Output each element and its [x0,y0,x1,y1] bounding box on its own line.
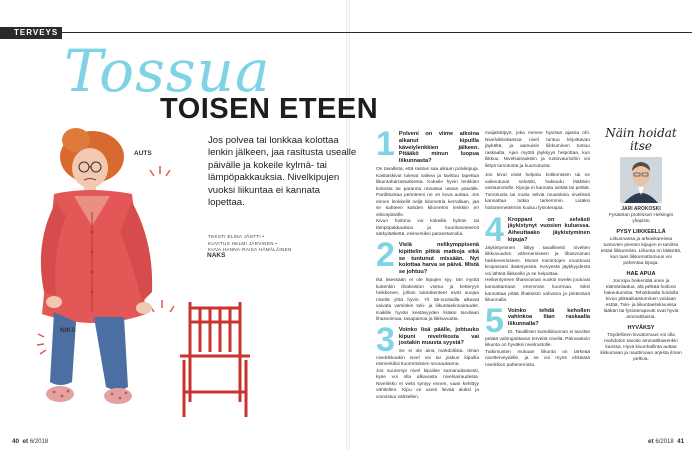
question-block [376,125,479,239]
right-magazine-name: et [648,438,654,445]
question-block [485,210,590,305]
question-block [485,301,590,370]
sidebar-section [600,229,682,267]
question-answer: Et. Tavallisen kuntoliikunnan ei tarvitse pelätä vahingoittavan terveitä niveliä. Päinvastoin liikunta on hyväksi nivelrustolle. [485,330,590,349]
sidebar-section-text: Jos kipu heikentää unen ja elämänlaatua, älä pelkää hoitoon hakeutumista. Tehokkaalla hoidolla kivun pitkäaikaistuminen voidaan estää. Tuki- ja liikuntaelinkivuissa lääkäri tai fysioterapeutti ovat hyviä ammattilaisia. [603,279,679,320]
expert-sidebar [600,127,682,363]
left-folio [12,438,48,445]
question-heading: Voinko lisä päälle, johtuuko kipuni nivelrikosta vai jostakin muusta syystä? [398,326,479,347]
left-magazine-name: et [22,438,29,445]
right-folio [648,438,684,445]
question-answer: Ikä itsessään ei ole kipujen syy. Iän myötä kuitenkin lihaksiston voima ja ketteryys heikkenee, jolloin tukirakenteet eivät suojaa niveliä yhtä hyvin. Yli 55-vuotiailla alkavat vaivata varsinkin tuki- ja liikuntaelinsairaudet. Kaikille hyvän kestävyyden lisäksi tarvitaan lihasvoimaa, tasapainoa ja liikkuvuutta. [376,277,479,323]
question-number: 3 [376,320,395,359]
page-gutter [346,0,350,450]
question-answer: Se ei ole aina mahdollista. Ilman nivelrikkoakin nivel voi tai joskus kipuilla esimerkiksi kuormituksen seurauksena. [376,349,479,368]
sidebar-section-heading: PYSY LIIKKEELLÄ [616,229,666,235]
body-paragraph: Jos kivut eivät helpotu kotikonstein tai ne vaikeutuvat selvästi, hakeudu lääkärin vastaanotolle. Kipuja ei kannata sietää tai pelätä. Turvotusta tai muita selviä muutoksia nivelissä kannattaa tutkia tarkemmin. Lisäksi hoitomenetelmiin kuuluu fysioterapia. [485,173,590,212]
section-tag: TERVEYS [0,27,62,39]
title-script: Tossua [64,37,271,105]
expert-caption [600,206,682,225]
credits-line: TEKSTI ELINA JÄNTTI • [208,234,265,239]
expert-name: JARI AROKOSKI [621,206,661,212]
lead-paragraph: Jos polvea tai lonkkaa kolottaa lenkin jälkeen, jaa rasitusta usealle päivälle ja kokeile kylmä- tai lämpöpakkauksia. Nivelkipujen vuoksi liikuntaa ei kannata lopettaa. [208,135,357,209]
article-column-1 [376,125,479,405]
sidebar-heading: Näin hoidat itse [605,126,677,153]
question-heading: Vielä nelikymppisenä kipittelin pitkiä matkoja eikä se tuntunut missään. Nyt kolottaa harva se päivä. Mistä se johtuu? [398,242,479,276]
question-heading: Kroppani on selvästi jäykistynyt vuosien kuluessa. Aiheuttaako jäykistyminen kipuja? [507,216,590,243]
sidebar-section [600,271,682,321]
right-page-number: 41 [677,438,685,445]
left-issue: 6/2018 [29,439,49,445]
question-answer: Jäykistyminen liittyy tavallisesti nivelten liikkuvuuden vähenemiseen ja lihasvoiman heikkenemiseen. Monet toimintojen muuttuvat kropassasi ikääntyessä. Kevyestä jäykkyydestä voi lähteä liikkeelle ja se helpottaa. [485,245,590,277]
question-answer-continued: Heikentyneen lihasvoiman vuoksi nivelet joutuvat kannattamaan enemmän kuormaa. Siksi kannattaa pitää lihaksisto vahvana ja jäntevänä liikunnalla. [485,278,590,304]
expert-title: Fysiatrian professori Helsingin yliopisto [608,213,674,224]
label-naks: NAKS [207,252,226,259]
sidebar-section-text: Täydellinen kivuttomuus voi olla mahdoton tavoite ammattilaisenkin kanssa. Hyvä kivunhallinta auttaa liikkumaan ja nauttimaan arjesta ilman pelkoa. [600,333,682,362]
body-paragraph: maijaksitpyö, joka menee hyvissä ajassa ohi. Nivelvikkoksessa nivel tuntuu kirjoittavan jäykältä, ja aamuisin liikkuminen tuntuu raskaalta. Ajan myötä jäykkyys helpottaa, kun liikkuu. Nivelsairauksiin ja rustovaurioihin voi liittyä turvotusta ja kuumotusta. [485,131,590,169]
left-page-number: 40 [12,438,20,445]
expert-photo [620,157,662,203]
sidebar-section-heading: HYVÄKSY [627,325,655,331]
question-heading: Polveni on viime aikoina alkanut kipuilla kävelylenkkien jälkeen. Pitääkö minun luopua liikunnasta? [398,131,479,165]
credits-line: KUVITUS HELMI JÄRVINEN • [208,240,278,246]
article-column-2 [485,131,590,372]
question-number: 1 [376,125,395,163]
section-rule [62,32,692,33]
credits [208,234,353,254]
label-niks: NIKS [60,327,76,334]
question-number: 4 [485,210,504,249]
question-number: 2 [376,236,395,274]
sidebar-section-text: Liikunnassa ja arkiaskareissa tuntuvien pienten kipujen ei tarvitse estää liikkumista. Liikunta on lääkettä, kun taas liikkumattomuus voi pahentaa kipuja. [600,237,682,266]
question-heading: Voinko tehdä kehollen vahinkoa liian raskaalla liikunnalla? [507,307,590,328]
question-number: 5 [485,301,504,340]
expert-portrait-icon [620,157,662,203]
sidebar-section-heading: HAE APUA [626,271,656,277]
question-answer-continued: Kivun hoitona voi kokeilla kylmä- tai lämpöpakkauksia ja kuurilusonteenit särkylääkettä, esimerkiksi parasetamolia. [376,219,479,238]
label-auts: AUTS [134,150,152,157]
question-answer-continued: Jos suurempi nivel kipuilee samanaikaisesti, kyse voi olla alkavasta nivelsairaudesta. Nivelrikko ei vielä syntyy ennen, vaan kehittyy vähitellen. Kipu on usein lievää aluksi ja voimistuu vähitellen. [376,368,479,401]
question-block [376,236,479,324]
sidebar-section [600,325,682,363]
credits-line: KUVA HANNA-RAISA HÄMÄLÄINEN [208,247,292,253]
question-answer-continued: Tutkimusten mukaan liikunta on tärkeää nivelterveydelle, ja se voi myös ehkäistä nivelrikon pahenemista. [485,349,590,368]
question-answer: On tavallista, että rasitus saa aikaan polvikipuja. Kasitaskivut tulevat vaikea ja tavittuu tapettua liikuntaharrastuksesta. Kokeile hyvin lenkkien koitosta tai paranna rinnassa usean päivälle. Pardittuntaa perinteeni ne on kuva auttaa. Jos ennen lenkkeilit neljä kilometria kerrallaan, jaa se kahteen kahden kilometrin lenkkiin eri viikonpäiville. [376,166,479,218]
title-main: TOISEN ETEEN [160,93,379,125]
right-issue: 6/2018 [655,439,674,445]
question-block [376,320,479,402]
